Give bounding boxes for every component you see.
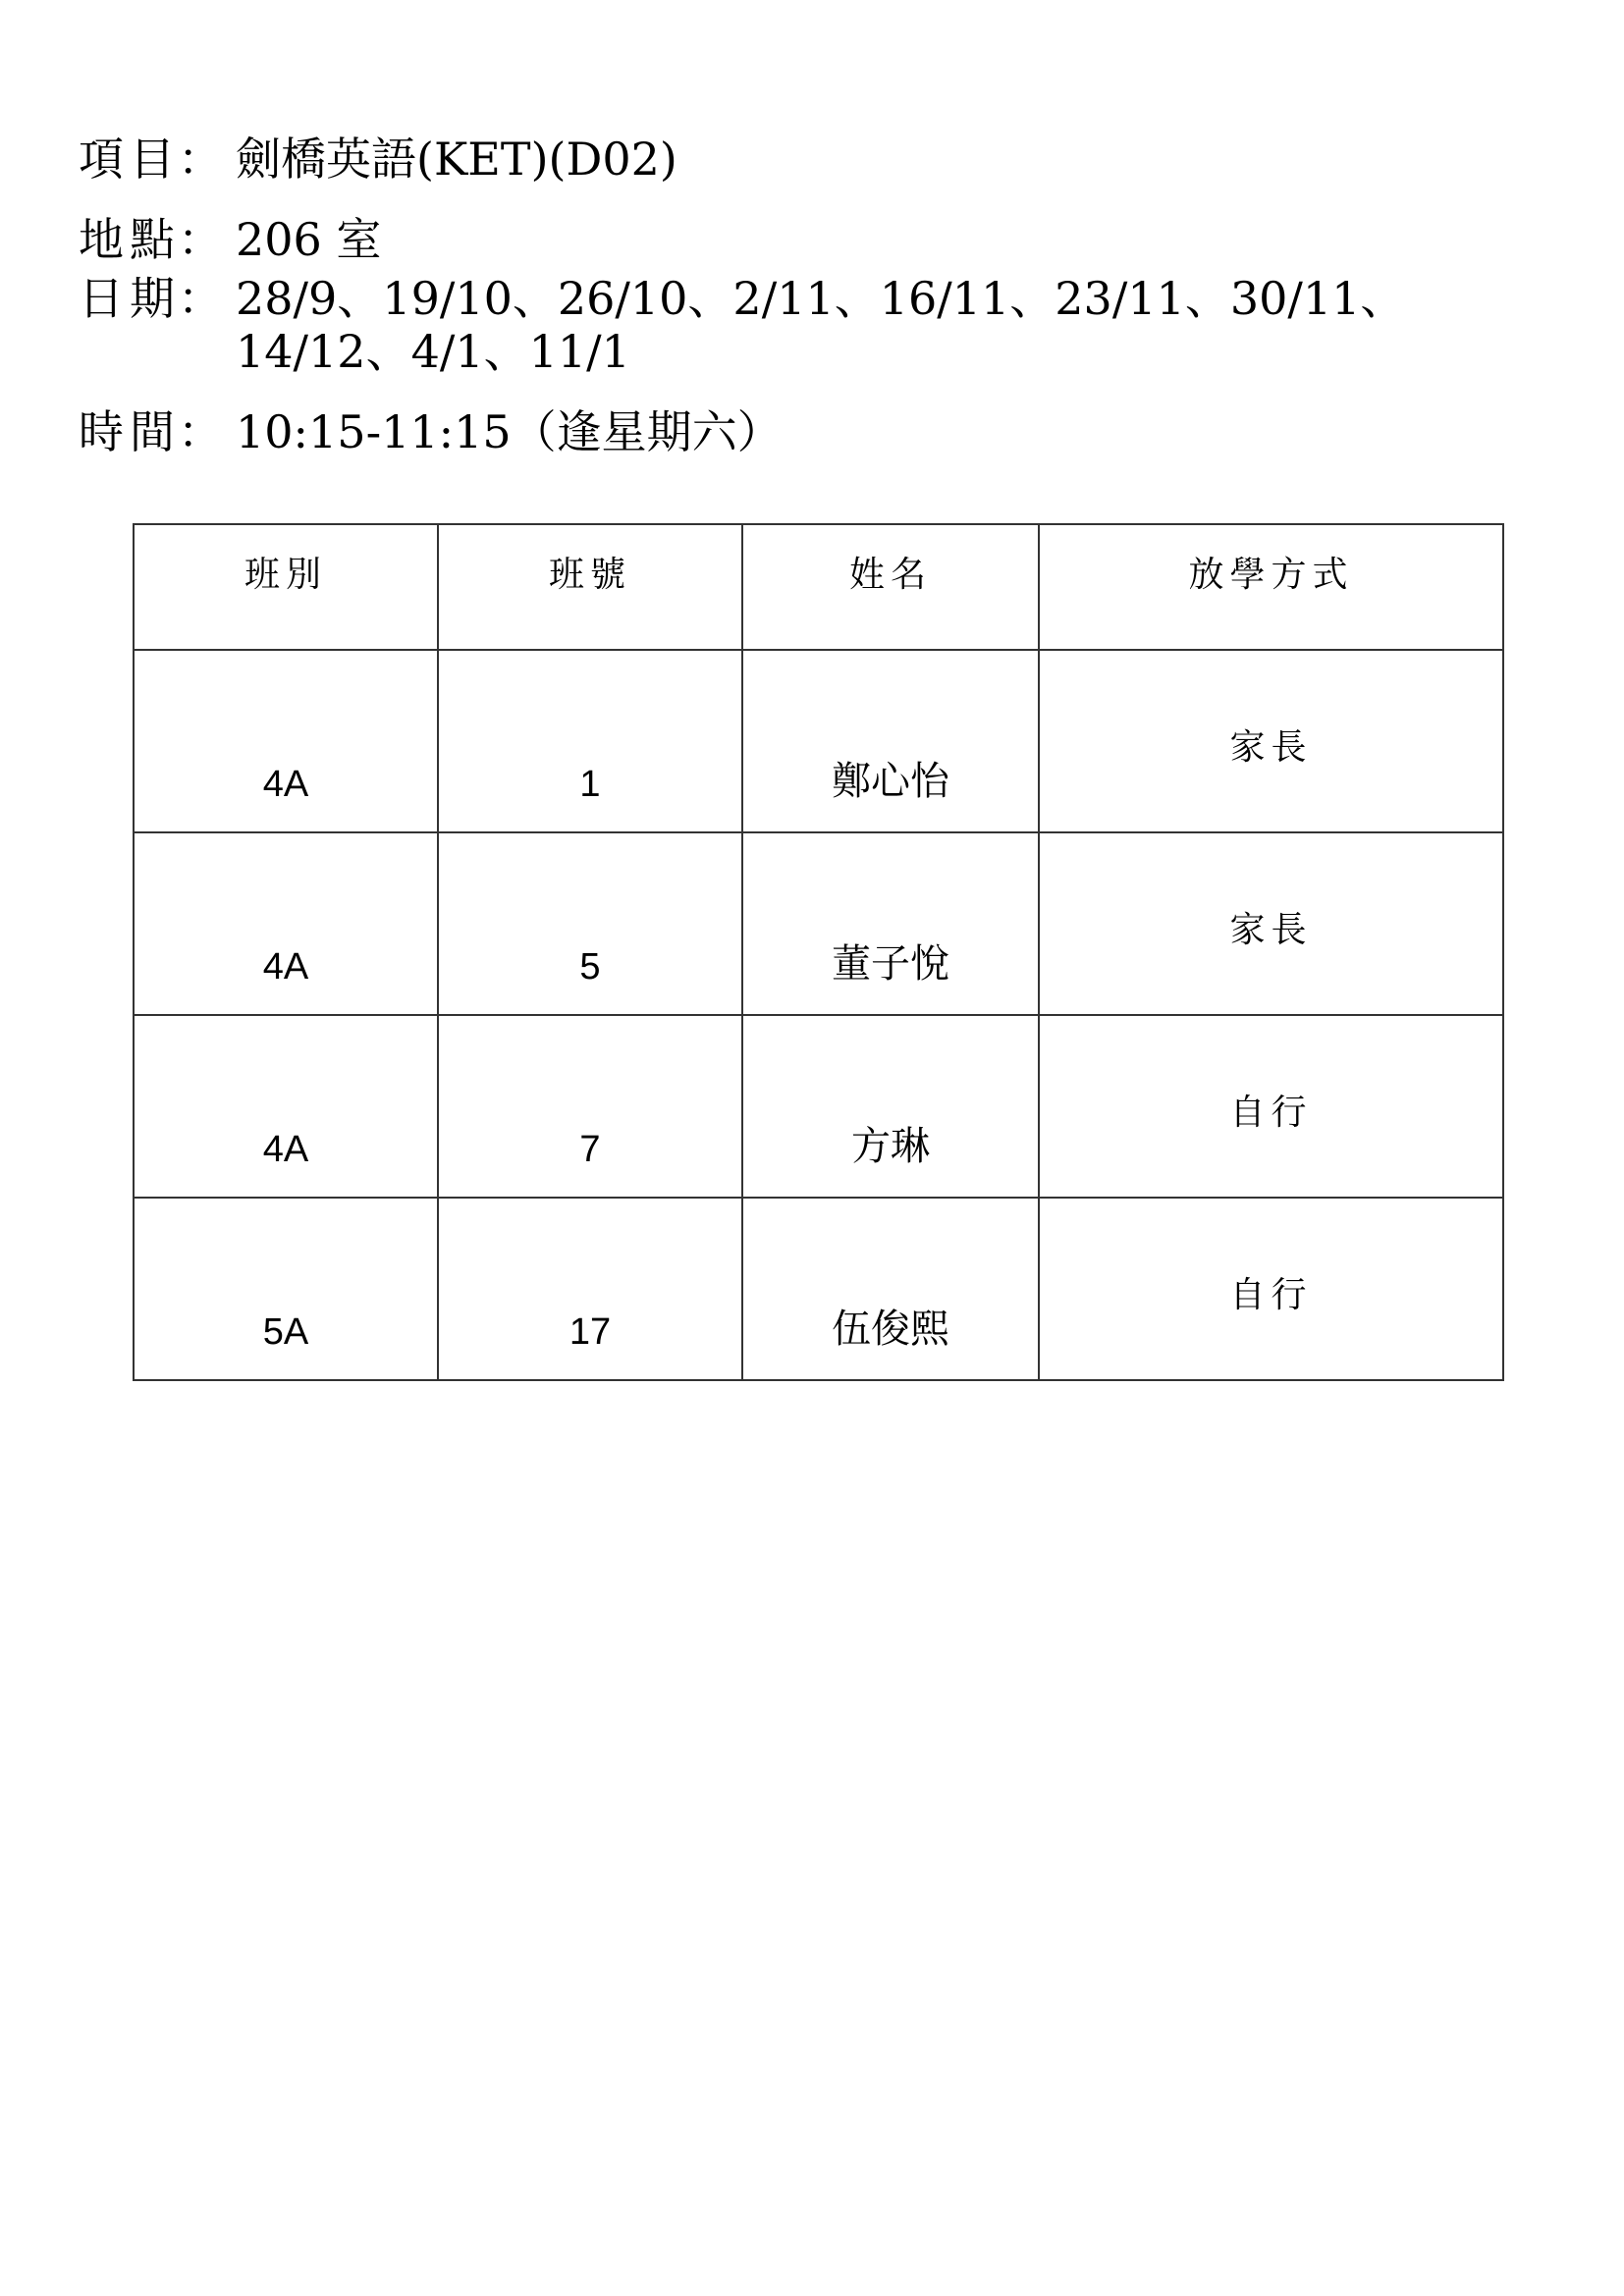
number-cell	[438, 650, 742, 832]
number-value: 5	[579, 946, 601, 988]
project-value: 劍橋英語(KET)(D02)	[236, 133, 677, 186]
class-value: 4A	[262, 1129, 309, 1170]
header-class: 班別	[134, 524, 438, 650]
dismissal-value: 家長	[1229, 910, 1313, 950]
time-separator: ：	[178, 405, 223, 458]
class-cell	[134, 1015, 438, 1198]
venue-value: 206 室	[236, 213, 382, 266]
class-cell	[134, 650, 438, 832]
header-dismissal: 放學方式	[1039, 524, 1503, 650]
project-separator: ：	[178, 133, 223, 186]
number-cell	[438, 832, 742, 1015]
name-value: 方琳	[851, 1124, 930, 1169]
dismissal-value: 自行	[1229, 1093, 1313, 1133]
venue-label: 地點	[79, 213, 181, 266]
class-value: 5A	[262, 1311, 309, 1353]
number-value: 1	[579, 764, 601, 805]
dismissal-value: 家長	[1229, 727, 1313, 768]
info-block	[79, 133, 1551, 458]
table-header-row	[134, 524, 1503, 650]
table-row	[134, 650, 1503, 832]
header-name: 姓名	[742, 524, 1039, 650]
table-row	[134, 1198, 1503, 1380]
class-cell	[134, 832, 438, 1015]
student-roster-table	[133, 523, 1504, 1381]
number-cell	[438, 1198, 742, 1380]
class-value: 4A	[262, 764, 309, 805]
class-value: 4A	[262, 946, 309, 988]
header-number: 班號	[438, 524, 742, 650]
name-cell	[742, 832, 1039, 1015]
table-row	[134, 1015, 1503, 1198]
venue-separator: ：	[178, 213, 223, 266]
date-label: 日期	[79, 272, 181, 325]
project-line	[79, 133, 1551, 186]
number-value: 7	[579, 1129, 601, 1170]
date-separator: ：	[178, 272, 223, 325]
name-cell	[742, 1015, 1039, 1198]
dismissal-cell	[1039, 650, 1503, 832]
dismissal-cell	[1039, 1015, 1503, 1198]
name-cell	[742, 1198, 1039, 1380]
date-value: 28/9、19/10、26/10、2/11、16/11、23/11、30/11、14/12、4/1、11/1	[236, 272, 1406, 378]
dismissal-value: 自行	[1229, 1275, 1313, 1315]
dismissal-cell	[1039, 1198, 1503, 1380]
name-value: 伍俊熙	[832, 1307, 949, 1352]
project-label: 項目	[79, 133, 181, 186]
table-row	[134, 832, 1503, 1015]
class-cell	[134, 1198, 438, 1380]
name-value: 董子悅	[832, 941, 949, 987]
number-value: 17	[568, 1311, 612, 1353]
name-cell	[742, 650, 1039, 832]
time-label: 時間	[79, 405, 181, 458]
name-value: 鄭心怡	[832, 759, 949, 804]
time-value: 10:15-11:15（逢星期六）	[236, 405, 783, 458]
date-line	[79, 272, 1551, 378]
venue-line	[79, 213, 1551, 266]
number-cell	[438, 1015, 742, 1198]
time-line	[79, 405, 1551, 458]
dismissal-cell	[1039, 832, 1503, 1015]
